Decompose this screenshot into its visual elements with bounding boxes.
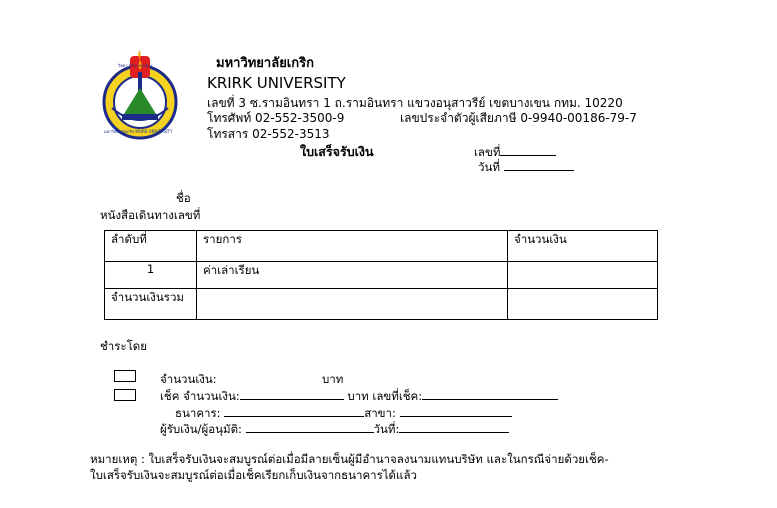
receiver-label: ผู้รับเงิน/ผู้อนุมัติ: — [160, 422, 242, 436]
table-row — [105, 262, 658, 289]
cheque-number-label: บาท เลขที่เช็ค: — [347, 389, 423, 403]
total-label: จำนวนเงินรวม — [105, 289, 197, 320]
receiver-line — [160, 421, 509, 439]
total-empty-cell — [197, 289, 508, 320]
name-label: ชื่อ — [176, 191, 191, 205]
table-total-row — [105, 289, 658, 320]
receipt-date-field[interactable] — [478, 159, 574, 177]
row-amount[interactable] — [508, 262, 658, 289]
table-header-row — [105, 231, 658, 262]
header-amount: จำนวนเงิน — [508, 231, 658, 262]
cheque-amount-label: เช็ค จำนวนเงิน: — [160, 389, 240, 403]
cheque-amount-line[interactable] — [240, 388, 344, 400]
fax-number: โทรสาร 02-552-3513 — [207, 127, 330, 141]
paid-by-label: ชำระโดย — [100, 339, 147, 353]
receipt-date-label: วันที่ — [478, 160, 500, 174]
header-seq: ลำดับที่ — [105, 231, 197, 262]
receiver-date-line[interactable] — [399, 421, 509, 433]
cheque-line — [160, 388, 558, 406]
note-line-1: หมายเหตุ : ใบเสร็จรับเงินจะสมบูรณ์ต่อเมื่อมีลายเซ็นผู้มีอำนาจลงนามแทนบริษัท และในกรณีจ่ายด้วยเช็ค- — [90, 452, 609, 466]
cash-baht-label: บาท — [322, 372, 344, 386]
cheque-checkbox[interactable] — [114, 389, 136, 401]
university-name-thai: มหาวิทยาลัยเกริก — [216, 56, 314, 71]
total-amount[interactable] — [508, 289, 658, 320]
receipt-number-label: เลขที่ — [474, 145, 501, 159]
bank-name-line[interactable] — [224, 405, 364, 417]
logo-label-top: วิทยา จริยะ ทรงคุณ — [118, 63, 153, 68]
receiver-signature-line[interactable] — [246, 421, 374, 433]
phone-number: โทรศัพท์ 02-552-3500-9 — [207, 111, 345, 125]
receiver-date-label: วันที่: — [373, 422, 400, 436]
passport-number-label: หนังสือเดินทางเลขที่ — [100, 208, 201, 222]
row-item: ค่าเล่าเรียน — [197, 262, 508, 289]
university-name-english: KRIRK UNIVERSITY — [207, 74, 346, 92]
receipt-title: ใบเสร็จรับเงิน — [300, 144, 374, 159]
row-seq: 1 — [105, 262, 197, 289]
branch-label: สาขา: — [364, 406, 396, 420]
university-address: เลขที่ 3 ซ.รามอินทรา 1 ถ.รามอินทรา แขวงอนุสาวรีย์ เขตบางเขน กทม. 10220 — [207, 96, 623, 110]
tax-id: เลขประจำตัวผู้เสียภาษี 0-9940-00186-79-7 — [400, 111, 637, 125]
header-item: รายการ — [197, 231, 508, 262]
note-line-2: ใบเสร็จรับเงินจะสมบูรณ์ต่อเมื่อเช็คเรียกเก็บเงินจากธนาคารได้แล้ว — [90, 468, 417, 482]
receipt-date-line — [504, 159, 574, 171]
cheque-number-line[interactable] — [422, 388, 558, 400]
bank-label: ธนาคาร: — [175, 406, 221, 420]
cash-checkbox[interactable] — [114, 370, 136, 382]
logo-label-bottom: มหาวิทยาลัยเกริก KRIRK UNIVERSITY — [104, 129, 173, 134]
cash-amount-label: จำนวนเงิน: — [160, 372, 217, 386]
receipt-number-line — [500, 144, 556, 156]
branch-line[interactable] — [400, 405, 512, 417]
items-table — [104, 230, 658, 320]
